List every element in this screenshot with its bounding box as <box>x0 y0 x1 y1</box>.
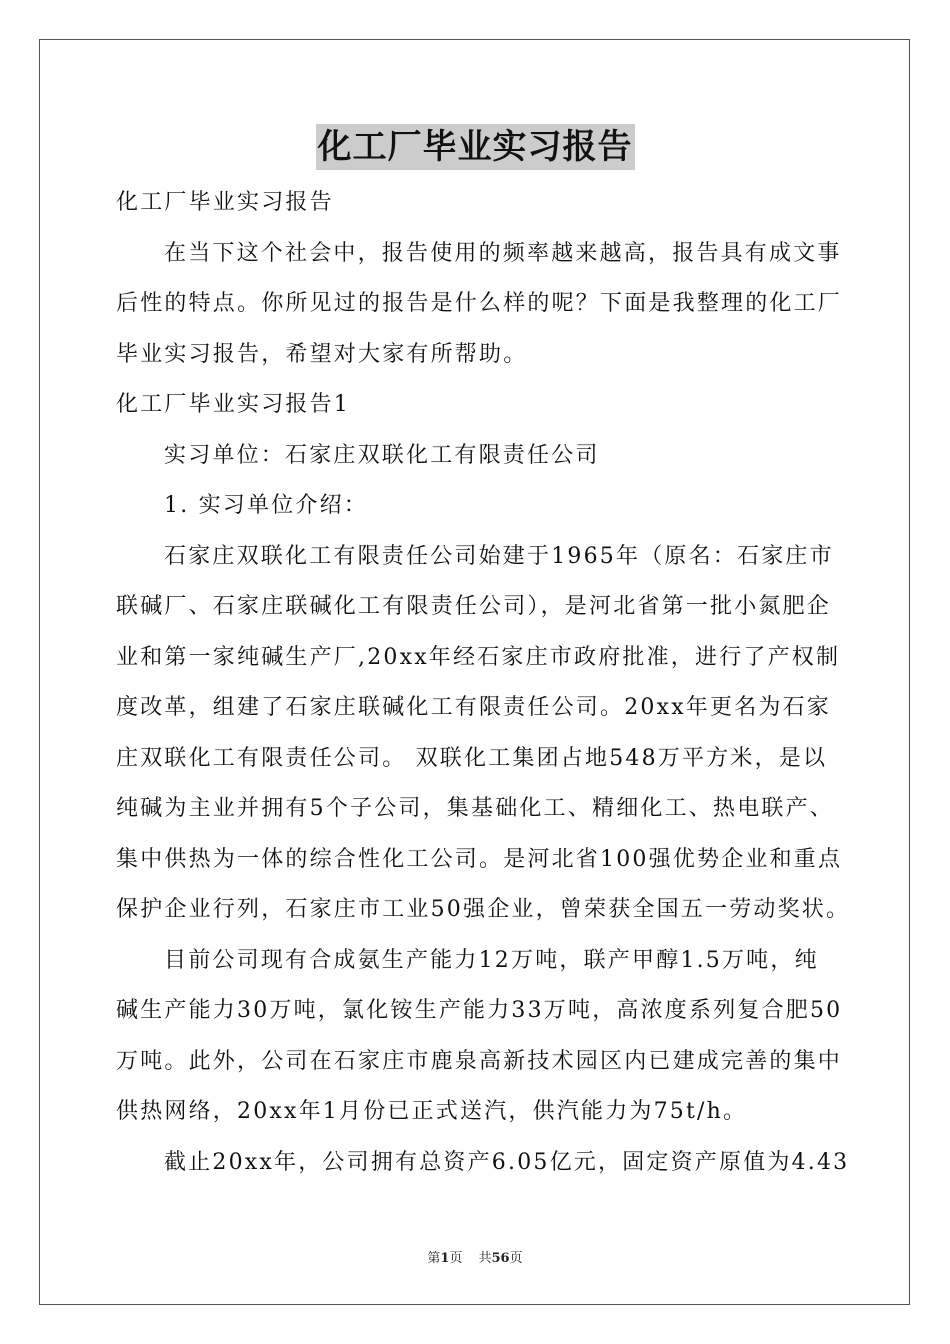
text-line: 碱生产能力30万吨，氯化铵生产能力33万吨，高浓度系列复合肥50 <box>116 998 843 1023</box>
text-line: 万吨。此外，公司在石家庄市鹿泉高新技术园区内已建成完善的集中 <box>116 1048 843 1074</box>
text-line: 在当下这个社会中，报告使用的频率越来越高，报告具有成文事 <box>164 240 842 266</box>
total-label-suffix: 页 <box>509 1251 523 1266</box>
text-line: 毕业实习报告，希望对大家有所帮助。 <box>116 341 528 367</box>
text-line: 化工厂毕业实习报告1 <box>116 392 350 417</box>
title-container <box>0 124 950 170</box>
text-line: 业和第一家纯碱生产厂,20xx年经石家庄市政府批准，进行了产权制 <box>116 644 841 670</box>
text-line: 1. 实习单位介绍： <box>164 493 368 518</box>
total-label-prefix: 共 <box>478 1251 492 1266</box>
text-line: 化工厂毕业实习报告 <box>116 190 334 215</box>
text-line: 供热网络，20xx年1月份已正式送汽，供汽能力为75t/h。 <box>116 1099 748 1124</box>
text-line: 集中供热为一体的综合性化工公司。是河北省100强优势企业和重点 <box>116 846 843 872</box>
page-label-suffix: 页 <box>449 1251 463 1266</box>
text-line: 纯碱为主业并拥有5个子公司，集基础化工、精细化工、热电联产、 <box>116 796 834 821</box>
total-pages: 56 <box>491 1251 510 1266</box>
text-line: 目前公司现有合成氨生产能力12万吨，联产甲醇1.5万吨，纯 <box>164 947 819 973</box>
page-label-prefix: 第 <box>427 1251 441 1266</box>
text-line: 联碱厂、石家庄联碱化工有限责任公司），是河北省第一批小氮肥企 <box>116 594 832 619</box>
page-footer <box>0 1250 950 1268</box>
text-line: 后性的特点。你所见过的报告是什么样的呢？下面是我整理的化工厂 <box>116 291 843 316</box>
text-line: 保护企业行列，石家庄市工业50强企业，曾荣获全国五一劳动奖状。 <box>116 897 851 922</box>
text-line: 实习单位：石家庄双联化工有限责任公司 <box>164 442 600 468</box>
text-line: 石家庄双联化工有限责任公司始建于1965年（原名：石家庄市 <box>164 543 834 569</box>
document-body <box>116 178 851 1188</box>
document-title: 化工厂毕业实习报告 <box>316 124 635 170</box>
text-line: 庄双联化工有限责任公司。 双联化工集团占地548万平方米，是以 <box>116 745 828 771</box>
text-line: 度改革，组建了石家庄联碱化工有限责任公司。20xx年更名为石家 <box>116 695 832 720</box>
text-line: 截止20xx年，公司拥有总资产6.05亿元，固定资产原值为4.43 <box>164 1149 850 1175</box>
page-number: 1 <box>440 1251 450 1266</box>
